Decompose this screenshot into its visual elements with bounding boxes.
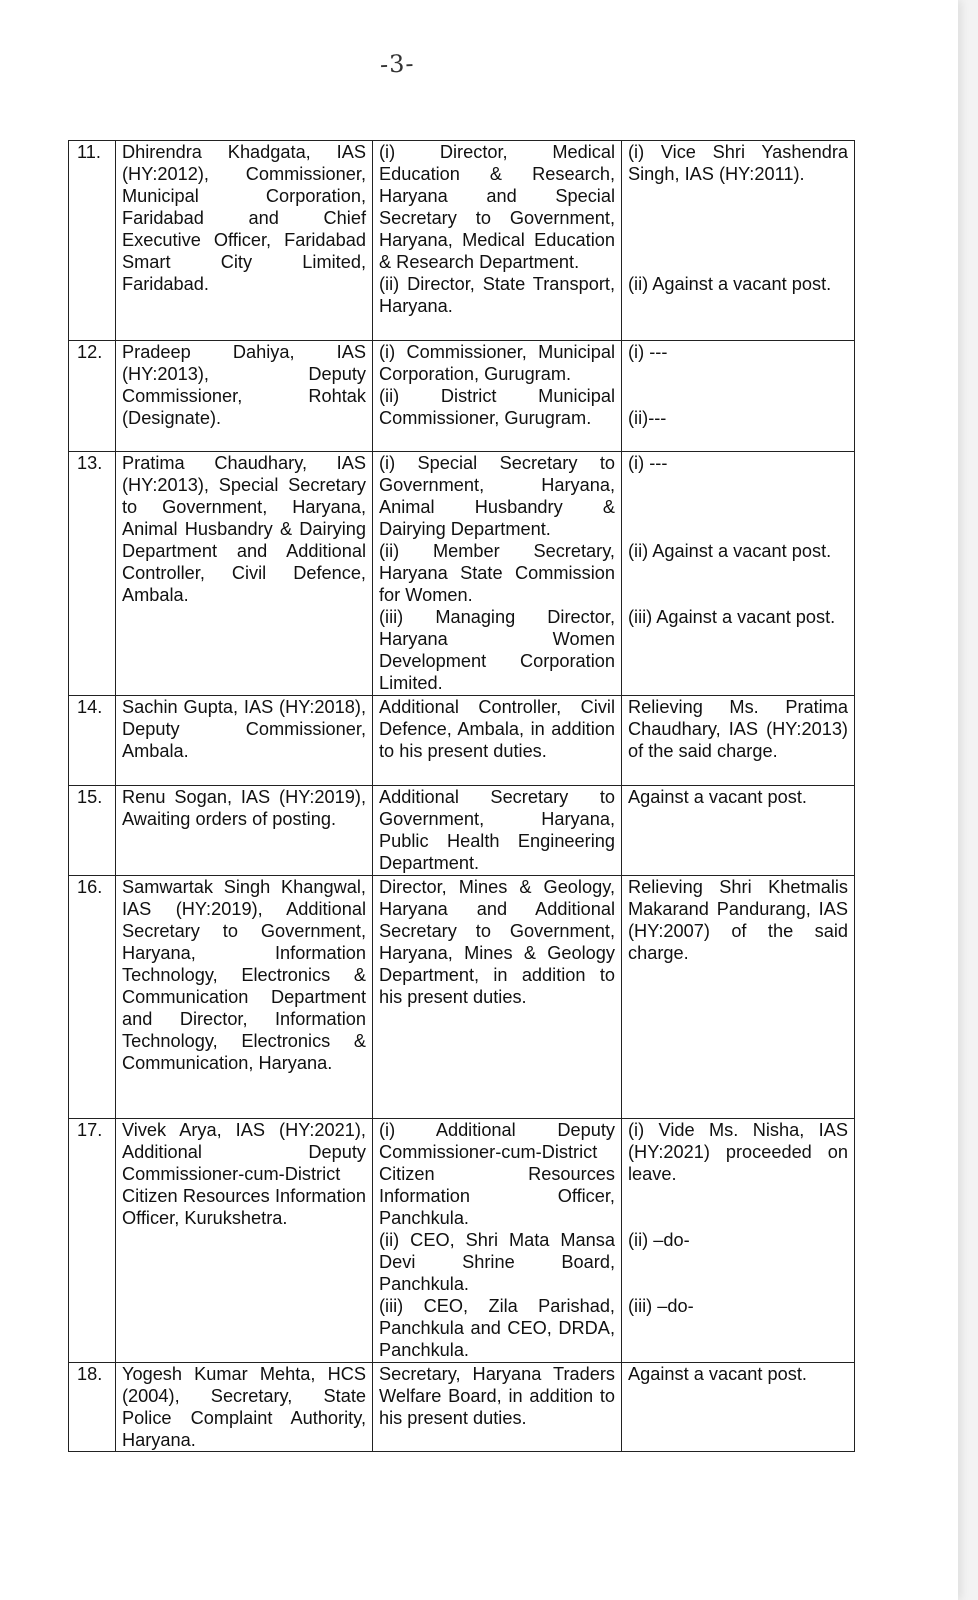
officer-details: Dhirendra Khadgata, IAS (HY:2012), Commissioner, Municipal Corporation, Faridabad and Chief Executive Officer, Faridabad Smart City Limited, Faridabad. — [116, 141, 373, 341]
remark-item: (i) Vice Shri Yashendra Singh, IAS (HY:2011). — [628, 142, 848, 184]
posting-item: (i) Additional Deputy Commissioner-cum-District Citizen Resources Information Officer, Panchkula. — [379, 1120, 615, 1228]
table-row — [69, 452, 855, 696]
serial-number: 15. — [69, 786, 116, 876]
remarks — [622, 341, 855, 452]
posting-item: (ii) Member Secretary, Haryana State Commission for Women. — [379, 541, 615, 605]
page-number: -3- — [379, 49, 415, 79]
officer-details: Vivek Arya, IAS (HY:2021), Additional Deputy Commissioner-cum-District Citizen Resources Information Officer, Kurukshetra. — [116, 1119, 373, 1363]
remarks — [622, 786, 855, 876]
remarks — [622, 876, 855, 1119]
serial-number: 14. — [69, 696, 116, 786]
officer-details: Samwartak Singh Khangwal, IAS (HY:2019), Additional Secretary to Government, Haryana, Information Technology, Electronics & Communication Department and Director, Information Technology, Electronics & Communication, Haryana. — [116, 876, 373, 1119]
table-row — [69, 141, 855, 341]
posting-item: Additional Secretary to Government, Haryana, Public Health Engineering Department. — [379, 787, 615, 873]
new-posting — [373, 1363, 622, 1452]
officer-details: Pratima Chaudhary, IAS (HY:2013), Special Secretary to Government, Haryana, Animal Husbandry & Dairying Department and Additional Controller, Civil Defence, Ambala. — [116, 452, 373, 696]
remark-item: (i) --- — [628, 342, 668, 362]
posting-item: (ii) District Municipal Commissioner, Gurugram. — [379, 386, 615, 428]
serial-number: 17. — [69, 1119, 116, 1363]
remark-item: (ii) Against a vacant post. — [628, 274, 832, 294]
remark-item: (i) --- — [628, 453, 668, 473]
posting-item: (iii) Managing Director, Haryana Women Development Corporation Limited. — [379, 607, 615, 693]
table-row — [69, 341, 855, 452]
remarks — [622, 696, 855, 786]
remark-item: Relieving Ms. Pratima Chaudhary, IAS (HY:2013) of the said charge. — [628, 697, 848, 761]
posting-item: (i) Special Secretary to Government, Haryana, Animal Husbandry & Dairying Department. — [379, 453, 615, 539]
table-row — [69, 1119, 855, 1363]
remark-item: (iii) Against a vacant post. — [628, 607, 836, 627]
remark-item: Against a vacant post. — [628, 1364, 807, 1384]
serial-number: 12. — [69, 341, 116, 452]
remark-item: (ii) –do- — [628, 1230, 690, 1250]
posting-orders-table — [68, 140, 855, 1452]
table-row — [69, 1363, 855, 1452]
new-posting — [373, 452, 622, 696]
officer-details: Yogesh Kumar Mehta, HCS (2004), Secretary, State Police Complaint Authority, Haryana. — [116, 1363, 373, 1452]
table-row — [69, 876, 855, 1119]
officer-details: Pradeep Dahiya, IAS (HY:2013), Deputy Commissioner, Rohtak (Designate). — [116, 341, 373, 452]
new-posting — [373, 786, 622, 876]
new-posting — [373, 1119, 622, 1363]
posting-item: (iii) CEO, Zila Parishad, Panchkula and CEO, DRDA, Panchkula. — [379, 1296, 615, 1360]
officer-details: Renu Sogan, IAS (HY:2019), Awaiting orders of posting. — [116, 786, 373, 876]
posting-item: Director, Mines & Geology, Haryana and Additional Secretary to Government, Haryana, Mines & Geology Department, in addition to his present duties. — [379, 877, 615, 1007]
new-posting — [373, 141, 622, 341]
officer-details: Sachin Gupta, IAS (HY:2018), Deputy Commissioner, Ambala. — [116, 696, 373, 786]
remark-item: (ii) Against a vacant post. — [628, 541, 832, 561]
remark-item: (iii) –do- — [628, 1296, 694, 1316]
remark-item: (ii)--- — [628, 408, 667, 428]
remarks — [622, 141, 855, 341]
serial-number: 18. — [69, 1363, 116, 1452]
posting-item: (i) Director, Medical Education & Research, Haryana and Special Secretary to Government, Haryana, Medical Education & Research Department. — [379, 142, 615, 272]
posting-item: (ii) CEO, Shri Mata Mansa Devi Shrine Board, Panchkula. — [379, 1230, 615, 1294]
posting-item: Additional Controller, Civil Defence, Ambala, in addition to his present duties. — [379, 697, 615, 761]
table-row — [69, 786, 855, 876]
remark-item: Against a vacant post. — [628, 787, 807, 807]
remarks — [622, 452, 855, 696]
new-posting — [373, 696, 622, 786]
table-row — [69, 696, 855, 786]
remark-item: Relieving Shri Khetmalis Makarand Pandurang, IAS (HY:2007) of the said charge. — [628, 877, 848, 963]
remarks — [622, 1119, 855, 1363]
posting-item: Secretary, Haryana Traders Welfare Board, in addition to his present duties. — [379, 1364, 615, 1428]
posting-item: (i) Commissioner, Municipal Corporation, Gurugram. — [379, 342, 615, 384]
new-posting — [373, 341, 622, 452]
new-posting — [373, 876, 622, 1119]
serial-number: 13. — [69, 452, 116, 696]
remarks — [622, 1363, 855, 1452]
posting-item: (ii) Director, State Transport, Haryana. — [379, 274, 615, 316]
remark-item: (i) Vide Ms. Nisha, IAS (HY:2021) proceeded on leave. — [628, 1120, 848, 1184]
serial-number: 16. — [69, 876, 116, 1119]
serial-number: 11. — [69, 141, 116, 341]
